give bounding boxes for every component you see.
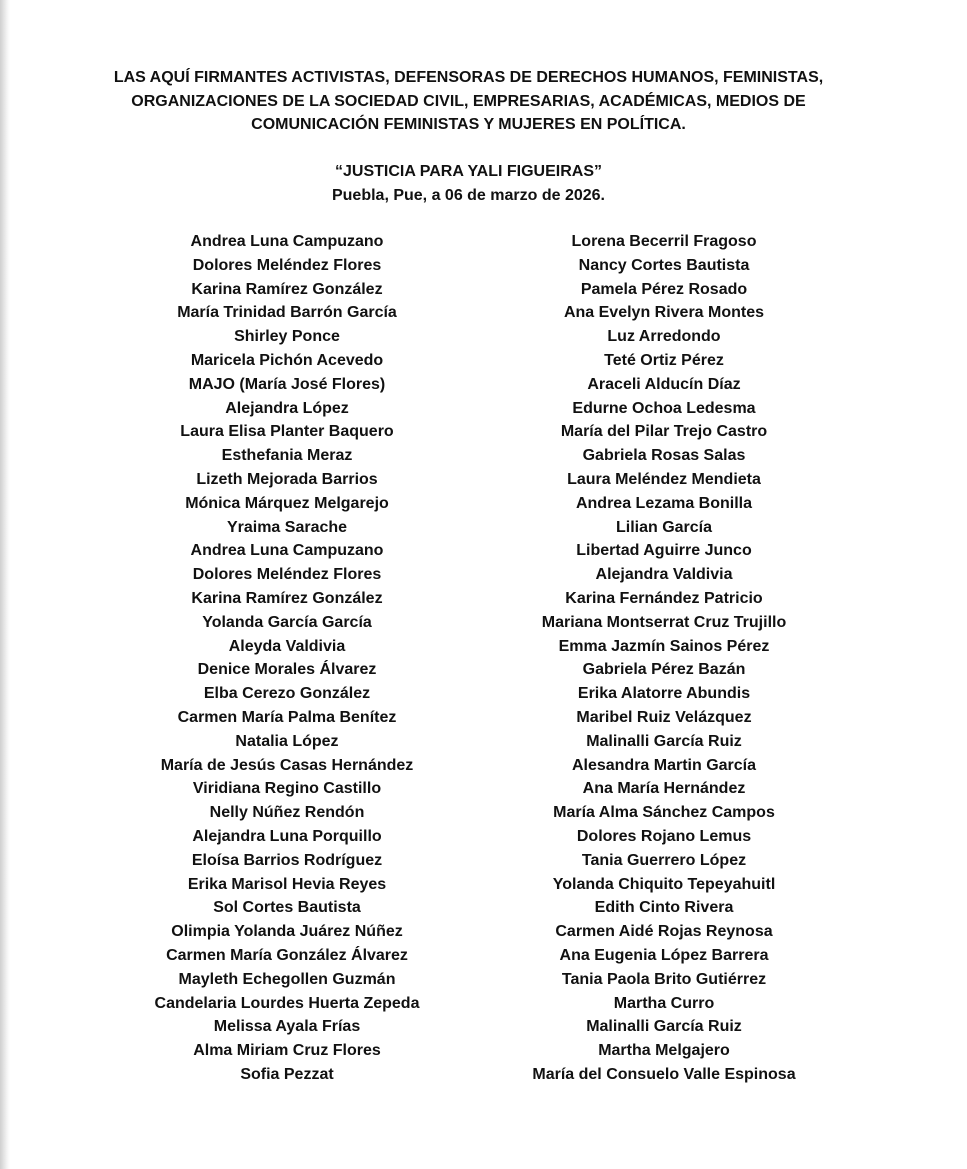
header-line-1: LAS AQUÍ FIRMANTES ACTIVISTAS, DEFENSORAS DE DERECHOS HUMANOS, FEMINISTAS, bbox=[113, 69, 824, 86]
signatory-name: Carmen María Palma Benítez bbox=[177, 708, 397, 726]
signatory-name: Sofia Pezzat bbox=[240, 1065, 334, 1083]
signatory-name: Andrea Lezama Bonilla bbox=[575, 494, 753, 512]
signatory-name: Alejandra Luna Porquillo bbox=[192, 827, 382, 845]
signatory-name: MAJO (María José Flores) bbox=[188, 375, 386, 393]
signatory-name: Martha Melgajero bbox=[598, 1042, 730, 1060]
signatory-name: Carmen María González Álvarez bbox=[166, 946, 408, 964]
signatory-name: Mariana Montserrat Cruz Trujillo bbox=[541, 613, 787, 631]
signatory-name: Pamela Pérez Rosado bbox=[580, 280, 748, 298]
signatory-name: Ana María Hernández bbox=[582, 780, 746, 798]
signatory-name: Martha Curro bbox=[613, 994, 715, 1012]
signatory-name: Yolanda García García bbox=[202, 613, 372, 631]
signatory-name: Alejandra López bbox=[225, 399, 349, 417]
signatory-name: Elba Cerezo González bbox=[203, 685, 371, 703]
signatory-name: Carmen Aidé Rojas Reynosa bbox=[555, 923, 773, 941]
signatory-name: Dolores Rojano Lemus bbox=[576, 827, 752, 845]
signatory-name: Dolores Meléndez Flores bbox=[192, 566, 382, 584]
signatory-name: María del Pilar Trejo Castro bbox=[560, 423, 768, 441]
signatory-name: Erika Alatorre Abundis bbox=[577, 685, 751, 703]
signatory-name: María Trinidad Barrón García bbox=[177, 304, 397, 322]
signatory-name: Candelaria Lourdes Huerta Zepeda bbox=[154, 994, 420, 1012]
signatory-name: Lilian García bbox=[615, 518, 713, 536]
signatory-name: Gabriela Pérez Bazán bbox=[582, 661, 746, 679]
signatory-name: Laura Meléndez Mendieta bbox=[567, 470, 761, 488]
title-block bbox=[60, 160, 877, 208]
signatory-name: Dolores Meléndez Flores bbox=[192, 256, 382, 274]
signatories-left-column bbox=[97, 230, 477, 1087]
signatory-name: Andrea Luna Campuzano bbox=[190, 233, 384, 250]
signatory-name: Erika Marisol Hevia Reyes bbox=[187, 875, 387, 893]
signatory-name: Araceli Alducín Díaz bbox=[587, 375, 741, 393]
signatory-name: Tania Guerrero López bbox=[581, 851, 747, 869]
signatory-name: Tania Paola Brito Gutiérrez bbox=[561, 970, 767, 988]
document-title: “JUSTICIA PARA YALI FIGUEIRAS” bbox=[335, 163, 602, 180]
signatory-name: María de Jesús Casas Hernández bbox=[160, 756, 414, 774]
signatory-name: Malinalli García Ruiz bbox=[586, 1018, 742, 1036]
signatory-name: Libertad Aguirre Junco bbox=[576, 542, 752, 560]
signatory-name: Lorena Becerril Fragoso bbox=[571, 233, 757, 250]
signatory-name: Nancy Cortes Bautista bbox=[578, 256, 750, 274]
place-date: Puebla, Pue, a 06 de marzo de 2026. bbox=[331, 187, 605, 204]
signatory-name: Edith Cinto Rivera bbox=[594, 899, 734, 917]
signatory-name: Shirley Ponce bbox=[234, 328, 340, 346]
document-header bbox=[60, 66, 877, 137]
signatory-name: Esthefania Meraz bbox=[221, 447, 353, 465]
signatory-name: Malinalli García Ruiz bbox=[586, 732, 742, 750]
signatory-name: Denice Morales Álvarez bbox=[197, 661, 377, 679]
signatories-right-column bbox=[474, 230, 854, 1087]
signatory-name: Karina Ramírez González bbox=[191, 280, 383, 298]
signatory-name: Lizeth Mejorada Barrios bbox=[196, 470, 378, 488]
signatory-name: Ana Eugenia López Barrera bbox=[559, 946, 769, 964]
signatory-name: Natalia López bbox=[235, 732, 339, 750]
signatory-name: Alejandra Valdivia bbox=[595, 566, 733, 584]
signatory-name: Nelly Núñez Rendón bbox=[209, 804, 365, 822]
signatory-name: María del Consuelo Valle Espinosa bbox=[532, 1065, 796, 1083]
signatory-name: Karina Fernández Patricio bbox=[565, 589, 763, 607]
signatory-name: Eloísa Barrios Rodríguez bbox=[191, 851, 383, 869]
signatory-name: Maribel Ruiz Velázquez bbox=[576, 708, 752, 726]
signatory-name: Gabriela Rosas Salas bbox=[582, 447, 746, 465]
signatory-name: Mayleth Echegollen Guzmán bbox=[178, 970, 396, 988]
signatory-name: Sol Cortes Bautista bbox=[213, 899, 361, 917]
signatory-name: Melissa Ayala Frías bbox=[213, 1018, 361, 1036]
signatory-name: Mónica Márquez Melgarejo bbox=[185, 494, 389, 512]
signatory-name: María Alma Sánchez Campos bbox=[553, 804, 775, 822]
signatory-name: Viridiana Regino Castillo bbox=[192, 780, 382, 798]
signatory-name: Alma Miriam Cruz Flores bbox=[193, 1042, 381, 1060]
signatory-name: Alesandra Martin García bbox=[571, 756, 757, 774]
signatory-name: Edurne Ochoa Ledesma bbox=[572, 399, 756, 417]
header-line-3: COMUNICACIÓN FEMINISTAS Y MUJERES EN POLÍTICA. bbox=[251, 116, 686, 133]
signatory-name: Aleyda Valdivia bbox=[228, 637, 346, 655]
signatory-name: Olimpia Yolanda Juárez Núñez bbox=[171, 923, 403, 941]
signatory-name: Laura Elisa Planter Baquero bbox=[180, 423, 394, 441]
signatory-name: Teté Ortiz Pérez bbox=[604, 351, 724, 369]
signatory-name: Maricela Pichón Acevedo bbox=[190, 351, 384, 369]
signatory-name: Andrea Luna Campuzano bbox=[190, 542, 384, 560]
signatory-name: Emma Jazmín Sainos Pérez bbox=[558, 637, 770, 655]
signatory-name: Luz Arredondo bbox=[607, 328, 721, 346]
signatory-name: Karina Ramírez González bbox=[191, 589, 383, 607]
header-line-2: ORGANIZACIONES DE LA SOCIEDAD CIVIL, EMPRESARIAS, ACADÉMICAS, MEDIOS DE bbox=[131, 92, 806, 110]
signatory-name: Yolanda Chiquito Tepeyahuitl bbox=[552, 875, 776, 893]
signatory-name: Ana Evelyn Rivera Montes bbox=[563, 304, 765, 322]
signatory-name: Yraima Sarache bbox=[226, 518, 348, 536]
page-edge-shadow bbox=[0, 0, 10, 1169]
